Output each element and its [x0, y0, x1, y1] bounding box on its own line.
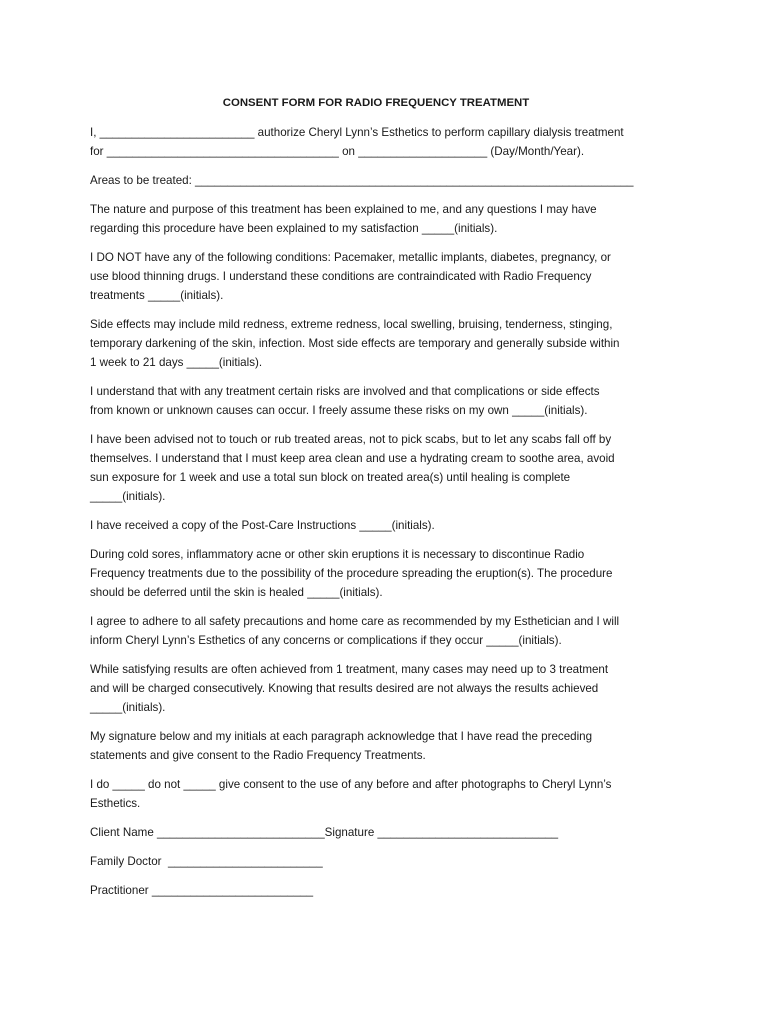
paragraph-line: themselves. I understand that I must keep area clean and use a hydrating cream to soothe area, avoid	[90, 452, 615, 465]
paragraph-line: inform Cheryl Lynn’s Esthetics of any concerns or complications if they occur _____(initials).	[90, 634, 562, 647]
paragraph-line: Areas to be treated: ____________________________________________________________________	[90, 174, 634, 187]
paragraph-line: for ____________________________________ on ____________________ (Day/Month/Year).	[90, 145, 585, 158]
client-signature-field	[90, 823, 686, 842]
paragraph-line: I understand that with any treatment certain risks are involved and that complications or side effects	[90, 385, 600, 398]
paragraph-line: I have received a copy of the Post-Care Instructions _____(initials).	[90, 519, 435, 532]
practitioner-field	[90, 881, 686, 900]
paragraph-line: Family Doctor ________________________	[90, 855, 323, 868]
photo-consent-paragraph	[90, 775, 686, 813]
paragraph-line: Frequency treatments due to the possibility of the procedure spreading the eruption(s). The procedure	[90, 567, 613, 580]
paragraph-line: sun exposure for 1 week and use a total sun block on treated area(s) until healing is complete	[90, 471, 571, 484]
paragraph-line: use blood thinning drugs. I understand these conditions are contraindicated with Radio Frequency	[90, 270, 592, 283]
post-care-receipt-paragraph	[90, 516, 686, 535]
paragraph-line: I agree to adhere to all safety precautions and home care as recommended by my Esthetician and I will	[90, 615, 620, 628]
paragraph-line: _____(initials).	[90, 490, 166, 503]
paragraph-line: Side effects may include mild redness, extreme redness, local swelling, bruising, tenderness, stinging,	[90, 318, 613, 331]
paragraph-line: _____(initials).	[90, 701, 166, 714]
consent-form-page	[90, 94, 686, 910]
paragraph-line: statements and give consent to the Radio Frequency Treatments.	[90, 749, 426, 762]
authorization-paragraph	[90, 123, 686, 161]
skin-eruptions-paragraph	[90, 545, 686, 602]
aftercare-paragraph	[90, 430, 686, 506]
paragraph-line: Esthetics.	[90, 797, 141, 810]
paragraph-line: During cold sores, inflammatory acne or other skin eruptions it is necessary to discontinue Radio	[90, 548, 585, 561]
paragraph-line: I DO NOT have any of the following conditions: Pacemaker, metallic implants, diabetes, pregnancy, or	[90, 251, 611, 264]
paragraph-line: Practitioner _________________________	[90, 884, 314, 897]
paragraph-line: While satisfying results are often achieved from 1 treatment, many cases may need up to 3 treatment	[90, 663, 609, 676]
risks-paragraph	[90, 382, 686, 420]
paragraph-line: I do _____ do not _____ give consent to the use of any before and after photographs to Cheryl Lynn’s	[90, 778, 612, 791]
paragraph-line: Client Name __________________________Signature ____________________________	[90, 826, 559, 839]
paragraph-line: The nature and purpose of this treatment has been explained to me, and any questions I may have	[90, 203, 597, 216]
nature-purpose-paragraph	[90, 200, 686, 238]
conditions-paragraph	[90, 248, 686, 305]
paragraph-line: from known or unknown causes can occur. I freely assume these risks on my own _____(initials).	[90, 404, 588, 417]
paragraph-line: and will be charged consecutively. Knowing that results desired are not always the results achieved	[90, 682, 599, 695]
acknowledgement-paragraph	[90, 727, 686, 765]
paragraph-line: My signature below and my initials at each paragraph acknowledge that I have read the preceding	[90, 730, 593, 743]
paragraph-line: temporary darkening of the skin, infection. Most side effects are temporary and generally subside within	[90, 337, 620, 350]
paragraph-line: I, ________________________ authorize Cheryl Lynn’s Esthetics to perform capillary dialysis treatment	[90, 126, 624, 139]
safety-precautions-paragraph	[90, 612, 686, 650]
paragraph-line: regarding this procedure have been explained to my satisfaction _____(initials).	[90, 222, 498, 235]
paragraph-line: should be deferred until the skin is healed _____(initials).	[90, 586, 383, 599]
paragraph-line: treatments _____(initials).	[90, 289, 224, 302]
paragraph-line: 1 week to 21 days _____(initials).	[90, 356, 263, 369]
form-body	[90, 123, 686, 900]
page-title: CONSENT FORM FOR RADIO FREQUENCY TREATMENT	[222, 97, 530, 109]
areas-treated-field	[90, 171, 686, 190]
paragraph-line: I have been advised not to touch or rub treated areas, not to pick scabs, but to let any scabs fall off by	[90, 433, 612, 446]
side-effects-paragraph	[90, 315, 686, 372]
results-paragraph	[90, 660, 686, 717]
family-doctor-field	[90, 852, 686, 871]
